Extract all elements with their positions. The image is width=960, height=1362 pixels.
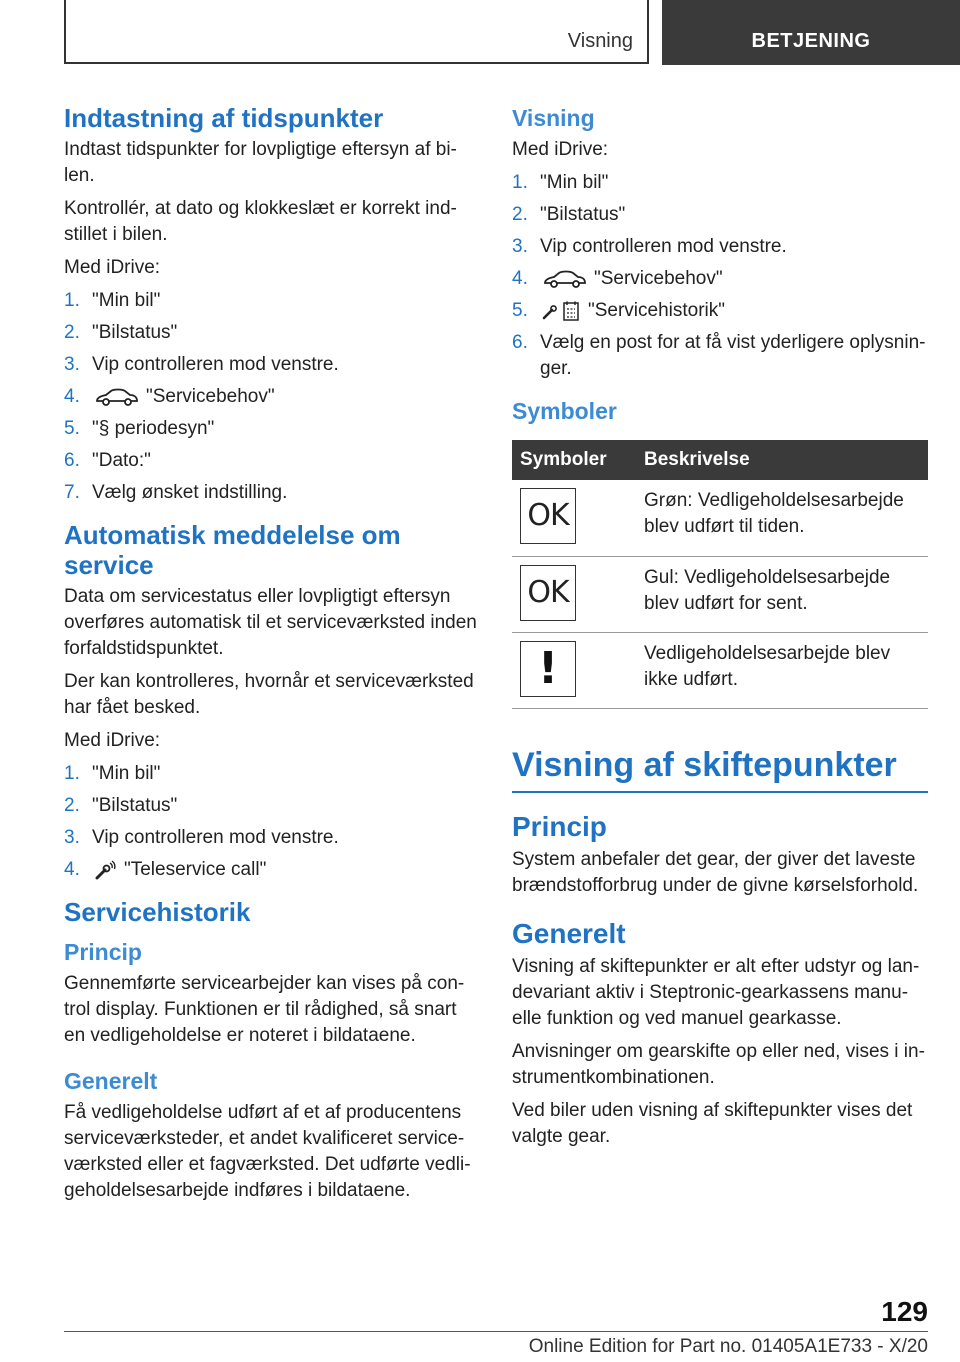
header-chapter-box: [662, 0, 960, 65]
list-item: 6. Vælg en post for at få vist yderligere oplysnin-ger.: [512, 332, 926, 379]
table-header-description: Beskrivelse: [636, 440, 928, 480]
paragraph: Gennemførte servicearbejder kan vises på con-trol display. Funktionen er til rådighed, så snart en vedligeholdelse er noteret i bildataene.: [64, 973, 465, 1046]
page-number: 129: [881, 1296, 928, 1327]
list-item: 3. Vip controlleren mod venstre.: [512, 236, 787, 257]
exclamation-icon: !: [520, 641, 576, 697]
table-row: [512, 480, 928, 556]
symbols-table: [512, 440, 928, 709]
table-row: [512, 632, 928, 708]
paragraph: System anbefaler det gear, der giver det laveste brændstofforbrug under de givne kørselsforhold.: [512, 848, 919, 896]
paragraph: Kontrollér, at dato og klokkeslæt er korrekt ind-stillet i bilen.: [64, 198, 457, 245]
heading-entering-dates: Indtastning af tidspunkter: [64, 103, 384, 133]
heading-service-history: Servicehistorik: [64, 897, 251, 927]
chapter-title: BETJENING: [751, 30, 871, 52]
subheading-general: Generelt: [512, 917, 626, 949]
subheading-general: Generelt: [64, 1068, 158, 1094]
right-column: [512, 103, 928, 1157]
paragraph: Indtast tidspunkter for lovpligtige eftersyn af bi-len.: [64, 139, 457, 186]
paragraph: Med iDrive:: [64, 730, 161, 751]
heading-symbols: Symboler: [512, 398, 617, 424]
left-column: [64, 103, 479, 1211]
service-history-icon: [542, 300, 582, 322]
steps-list: [64, 288, 479, 506]
ok-yellow-icon: OK: [520, 565, 576, 621]
edition-info: Online Edition for Part no. 01405A1E733 - X/20: [528, 1336, 928, 1357]
paragraph: Der kan kontrolleres, hvornår et serviceværksted har fået besked.: [64, 671, 474, 718]
list-item: 4. "Teleservice call": [64, 859, 267, 880]
list-item: 1. "Min bil": [64, 290, 161, 311]
section-title: Visning: [567, 30, 633, 52]
paragraph: Med iDrive:: [512, 139, 609, 160]
list-item: 4. "Servicebehov": [64, 386, 275, 407]
car-service-icon: [94, 387, 140, 407]
heading-display: Visning: [512, 105, 595, 131]
list-item: 5. "§ periodesyn": [64, 418, 215, 439]
list-item: 7. Vælg ønsket indstilling.: [64, 482, 288, 503]
paragraph: Ved biler uden visning af skiftepunkter vises det valgte gear.: [512, 1099, 913, 1147]
table-cell-description: Vedligeholdelsesarbejde blev ikke udført.: [636, 632, 928, 708]
list-item: 4. "Servicebehov": [512, 268, 723, 289]
table-header-symbols: Symboler: [512, 440, 636, 480]
list-item: 2. "Bilstatus": [64, 795, 178, 816]
header-section-box: [64, 0, 649, 64]
car-service-icon: [542, 269, 588, 289]
table-cell-description: Grøn: Vedligeholdelsesarbejde blev udført til tiden.: [636, 480, 928, 556]
paragraph: Få vedligeholdelse udført af et af producentens serviceværksteder, et andet kvalificeret service-værksted eller et fagværksted. Det udførte vedli-geholdelsesarbejde indføres i bildataene.: [64, 1102, 471, 1201]
paragraph: Data om servicestatus eller lovpligtigt eftersyn overføres automatisk til et serviceværksted inden forfaldstidspunktet.: [64, 586, 477, 659]
list-item: 3. Vip controlleren mod venstre.: [64, 827, 339, 848]
steps-list: [512, 170, 928, 382]
paragraph: Visning af skiftepunkter er alt efter udstyr og lan-devariant aktiv i Steptronic-gearkassens manu-elle funktion og ved manuel gearkasse.: [512, 955, 920, 1029]
paragraph: Anvisninger om gearskifte op eller ned, vises i in-strumentkombinationen.: [512, 1040, 925, 1088]
table-row: [512, 556, 928, 632]
list-item: 1. "Min bil": [64, 763, 161, 784]
list-item: 1. "Min bil": [512, 172, 609, 193]
list-item: 5. "Servicehistorik": [512, 300, 726, 321]
footer-divider: [64, 1331, 928, 1332]
table-cell-description: Gul: Vedligeholdelsesarbejde blev udført for sent.: [636, 556, 928, 632]
ok-green-icon: OK: [520, 488, 576, 544]
paragraph: Med iDrive:: [64, 257, 161, 278]
wrench-signal-icon: [94, 860, 118, 880]
steps-list: [64, 761, 479, 883]
subheading-principle: Princip: [512, 810, 607, 842]
list-item: 2. "Bilstatus": [512, 204, 626, 225]
subheading-principle: Princip: [64, 939, 142, 965]
list-item: 6. "Dato:": [64, 450, 151, 471]
heading-shift-point-display: Visning af skiftepunkter: [512, 745, 928, 793]
heading-automatic-service-notice: Automatisk meddelelse om service: [64, 520, 401, 580]
list-item: 3. Vip controlleren mod venstre.: [64, 354, 339, 375]
list-item: 2. "Bilstatus": [64, 322, 178, 343]
